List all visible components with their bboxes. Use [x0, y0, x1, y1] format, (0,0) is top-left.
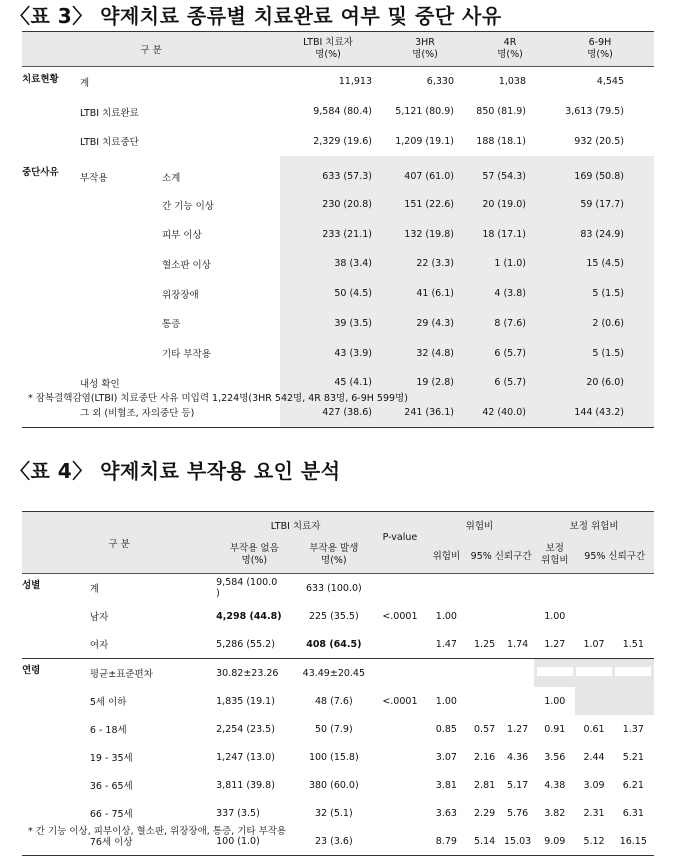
- value-rr: 3.81: [435, 779, 457, 791]
- group-label: [22, 687, 82, 715]
- value-rr: 1.00: [435, 610, 457, 622]
- value-rr: 1.47: [435, 638, 457, 650]
- value-hi: [501, 659, 534, 688]
- value-no-ae: 1,835 (19.1): [216, 695, 275, 707]
- row-label: 계: [89, 584, 100, 595]
- value-pvalue: [375, 799, 425, 827]
- value-cell: 39 (3.5): [280, 309, 376, 339]
- value-no-ae: 1,247 (13.0): [216, 751, 275, 763]
- value-ahi: 16.15: [613, 827, 654, 856]
- header-col: 6-9H 명(%): [546, 32, 654, 67]
- header-aci: 95% 신뢰구간: [575, 537, 654, 574]
- value-lo: 2.16: [474, 751, 496, 763]
- group-label: [22, 602, 82, 630]
- value-no-ae: 337 (3.5): [216, 807, 260, 819]
- value-cell: 9,584 (80.4): [313, 106, 372, 118]
- value-cell: 11,913: [338, 76, 372, 88]
- value-rr: [425, 574, 468, 603]
- value-cell: 29 (4.3): [376, 309, 474, 339]
- value-cell: 2,329 (19.6): [313, 135, 372, 147]
- value-rr: 3.07: [435, 751, 457, 763]
- value-ahi: [613, 602, 654, 630]
- value-cell: 5 (1.5): [546, 279, 654, 309]
- value-ahi: 5.21: [622, 751, 644, 763]
- row-label: 19 - 35세: [89, 753, 133, 764]
- value-rr: 3.63: [435, 807, 457, 819]
- table-row: [22, 97, 654, 127]
- row-label: 평균±표준편차: [82, 659, 216, 688]
- row-label: 36 - 65세: [89, 781, 133, 792]
- section-label: [22, 338, 80, 368]
- value-hi: 5.76: [507, 807, 529, 819]
- value-cell: 38 (3.4): [280, 249, 376, 279]
- value-cell: 233 (21.1): [280, 219, 376, 249]
- value-cell: 407 (61.0): [376, 156, 474, 190]
- row-sublabel: 소계: [162, 172, 181, 184]
- section-label: [22, 126, 80, 156]
- value-ae: 23 (3.6): [293, 827, 376, 856]
- section-label: 치료현황: [22, 74, 59, 85]
- value-hi: [501, 602, 534, 630]
- value-ahi: 1.51: [622, 638, 644, 650]
- value-pvalue: [375, 715, 425, 743]
- value-lo: 2.81: [474, 779, 496, 791]
- value-lo: 2.29: [474, 807, 496, 819]
- value-cell: 20 (19.0): [474, 190, 546, 220]
- table-row: [22, 771, 654, 799]
- value-cell: 427 (38.6): [280, 398, 376, 428]
- value-ahi: 1.37: [622, 723, 644, 735]
- row-label: LTBI 치료중단: [80, 137, 139, 149]
- value-cell: 4,545: [596, 76, 624, 88]
- value-ae: 225 (35.5): [308, 610, 359, 622]
- value-cell: 4 (3.8): [474, 279, 546, 309]
- header-arr-col: 보정 위험비: [534, 537, 575, 574]
- table-row: [22, 602, 654, 630]
- value-cell: 32 (4.8): [376, 338, 474, 368]
- value-cell: 18 (17.1): [474, 219, 546, 249]
- value-alo: [575, 602, 612, 630]
- value-alo: 3.09: [583, 779, 605, 791]
- header-col: LTBI 치료자 명(%): [280, 32, 376, 67]
- row-label: 계: [80, 77, 90, 89]
- value-cell: 5,121 (80.9): [395, 106, 454, 118]
- table3-title: 〈표 3〉 약제치료 종류별 치료완료 여부 및 중단 사유: [10, 4, 502, 28]
- value-hi: 1.74: [507, 638, 529, 650]
- header-category: 구 분: [22, 512, 216, 574]
- value-cell: 42 (40.0): [474, 398, 546, 428]
- table-row: [22, 309, 654, 339]
- blank-box: [615, 667, 651, 676]
- value-lo: [468, 574, 501, 603]
- value-ahi: [613, 574, 654, 603]
- value-no-ae: 4,298 (44.8): [216, 610, 282, 622]
- table-row: [22, 156, 654, 190]
- value-cell: 8 (7.6): [474, 309, 546, 339]
- value-cell: 59 (17.7): [546, 190, 654, 220]
- value-hi: 4.36: [507, 751, 529, 763]
- value-pvalue: <.0001: [382, 610, 418, 622]
- table-row: [22, 219, 654, 249]
- value-cell: 1 (1.0): [474, 249, 546, 279]
- value-cell: 3,613 (79.5): [565, 106, 624, 118]
- value-cell: 43 (3.9): [280, 338, 376, 368]
- header-pvalue: P-value: [375, 512, 425, 574]
- value-cell: 932 (20.5): [574, 135, 624, 147]
- value-cell: 45 (4.1): [280, 368, 376, 398]
- row-label: 6 - 18세: [89, 725, 127, 736]
- value-lo: [468, 687, 501, 715]
- value-cell: 132 (19.8): [376, 219, 474, 249]
- value-cell: 50 (4.5): [280, 279, 376, 309]
- value-lo: 0.57: [474, 723, 496, 735]
- value-cell: 169 (50.8): [546, 156, 654, 190]
- value-arr: 9.09: [534, 827, 575, 856]
- row-label: 66 - 75세: [89, 809, 133, 820]
- table4-footnote: * 간 기능 이상, 피부이상, 혈소판, 위장장애, 통증, 기타 부작용: [28, 826, 287, 837]
- value-ahi: 6.21: [622, 779, 644, 791]
- adverse-event-factor-table: [22, 511, 654, 856]
- value-alo: 5.12: [575, 827, 612, 856]
- value-alo: [575, 574, 612, 603]
- row-label: 76세 이상: [82, 827, 216, 856]
- value-arr: 1.00: [544, 695, 566, 707]
- value-cell: 6 (5.7): [474, 368, 546, 398]
- header-col: 4R 명(%): [474, 32, 546, 67]
- row-label: [80, 338, 162, 368]
- value-pvalue: [375, 630, 425, 659]
- value-alo: [575, 659, 612, 688]
- value-ae: 408 (64.5): [306, 638, 362, 650]
- table-row: [22, 574, 654, 603]
- value-ahi: [613, 659, 654, 688]
- value-lo: 5.14: [468, 827, 501, 856]
- table-header-row: [22, 512, 654, 538]
- value-no-ae: 100 (1.0): [216, 827, 292, 856]
- table-row: [22, 630, 654, 659]
- table4-title: 〈표 4〉 약제치료 부작용 요인 분석: [10, 459, 341, 483]
- value-cell: 1,038: [498, 76, 526, 88]
- value-hi: [501, 574, 534, 603]
- table-row: [22, 126, 654, 156]
- value-cell: 6,330: [426, 76, 454, 88]
- value-arr: [534, 659, 575, 688]
- value-ae: 48 (7.6): [315, 695, 353, 707]
- row-label: 내성 확인: [80, 378, 120, 390]
- value-no-ae: 2,254 (23.5): [216, 723, 275, 735]
- value-cell: 144 (43.2): [546, 398, 654, 428]
- header-risk-ratio: 위험비: [425, 512, 534, 538]
- table-row: [22, 715, 654, 743]
- group-label: [22, 630, 82, 659]
- row-sublabel: 간 기능 이상: [162, 200, 214, 212]
- row-label: [80, 279, 162, 309]
- row-label: [80, 309, 162, 339]
- group-label: 연령: [22, 659, 82, 688]
- header-adjusted-risk-ratio: 보정 위험비: [534, 512, 654, 538]
- value-alo: 2.44: [583, 751, 605, 763]
- value-cell: 850 (81.9): [476, 106, 526, 118]
- table-row: [22, 338, 654, 368]
- section-label: 중단사유: [22, 167, 59, 179]
- table-header-row: [22, 32, 654, 67]
- row-label: 여자: [89, 640, 109, 651]
- value-cell: 15 (4.5): [546, 249, 654, 279]
- blank-box: [537, 667, 573, 676]
- section-label: [22, 279, 80, 309]
- value-cell: 22 (3.3): [376, 249, 474, 279]
- value-hi: 1.27: [507, 723, 529, 735]
- header-ltbi: LTBI 치료자: [216, 512, 375, 538]
- value-ae: 32 (5.1): [315, 807, 353, 819]
- table-row: [22, 67, 654, 97]
- value-hi: [501, 687, 534, 715]
- row-label: 부작용: [80, 172, 108, 184]
- section-label: [22, 190, 80, 220]
- value-ae: 50 (7.9): [315, 723, 353, 735]
- value-pvalue: [375, 574, 425, 603]
- section-label: [22, 97, 80, 127]
- group-label: [22, 743, 82, 771]
- row-label: 5세 이하: [89, 697, 127, 708]
- row-label: 남자: [89, 612, 109, 623]
- value-cell: 57 (54.3): [474, 156, 546, 190]
- table-row: [22, 279, 654, 309]
- value-arr: 3.56: [544, 751, 566, 763]
- value-arr: 1.27: [544, 638, 566, 650]
- group-label: 성별: [22, 580, 41, 591]
- value-arr: [534, 574, 575, 603]
- table-row: [22, 249, 654, 279]
- group-label: [22, 771, 82, 799]
- value-pvalue: [375, 827, 425, 856]
- treatment-status-table: [22, 31, 654, 428]
- value-cell: 19 (2.8): [376, 368, 474, 398]
- value-cell: 6 (5.7): [474, 338, 546, 368]
- value-lo: [468, 659, 501, 688]
- header-ae: 부작용 발생 명(%): [293, 537, 376, 574]
- value-ahi: 6.31: [622, 807, 644, 819]
- value-alo: [575, 687, 612, 715]
- header-ci: 95% 신뢰구간: [468, 537, 534, 574]
- section-label: [22, 249, 80, 279]
- row-label: 그 외 (비협조, 자의중단 등): [80, 398, 280, 428]
- value-arr: 1.00: [544, 610, 566, 622]
- value-rr: 8.79: [425, 827, 468, 856]
- row-sublabel: 기타 부작용: [162, 349, 211, 361]
- value-cell: 230 (20.8): [280, 190, 376, 220]
- table-row: [22, 743, 654, 771]
- value-cell: 633 (57.3): [280, 156, 376, 190]
- value-rr: [425, 659, 468, 688]
- value-ae: 43.49±20.45: [293, 659, 376, 688]
- blank-box: [576, 667, 612, 676]
- table-row: [22, 659, 654, 688]
- value-arr: 4.38: [544, 779, 566, 791]
- value-pvalue: [375, 771, 425, 799]
- value-rr: 0.85: [435, 723, 457, 735]
- value-pvalue: [375, 743, 425, 771]
- row-label: [80, 219, 162, 249]
- value-cell: 83 (24.9): [546, 219, 654, 249]
- value-cell: 2 (0.6): [546, 309, 654, 339]
- section-label: [22, 309, 80, 339]
- value-cell: 241 (36.1): [376, 398, 474, 428]
- value-ahi: [613, 687, 654, 715]
- table-row: [22, 190, 654, 220]
- section-label: [22, 219, 80, 249]
- value-ae: 100 (15.8): [308, 751, 359, 763]
- value-cell: 41 (6.1): [376, 279, 474, 309]
- value-no-ae: 30.82±23.26: [216, 659, 292, 688]
- row-sublabel: 위장장애: [162, 289, 199, 301]
- row-label: LTBI 치료완료: [80, 107, 139, 119]
- value-alo: 2.31: [583, 807, 605, 819]
- value-rr: 1.00: [435, 695, 457, 707]
- row-sublabel: 통증: [162, 319, 181, 331]
- value-cell: 188 (18.1): [476, 135, 526, 147]
- value-ae: 633 (100.0): [305, 582, 362, 594]
- value-arr: 0.91: [544, 723, 566, 735]
- row-label: [80, 249, 162, 279]
- value-alo: 0.61: [583, 723, 605, 735]
- value-cell: 5 (1.5): [546, 338, 654, 368]
- header-col: 3HR 명(%): [376, 32, 474, 67]
- value-no-ae: 5,286 (55.2): [216, 638, 275, 650]
- value-lo: [468, 602, 501, 630]
- value-no-ae: 9,584 (100.0 ): [216, 577, 278, 599]
- row-sublabel: 혈소판 이상: [162, 259, 211, 271]
- table-row: [22, 687, 654, 715]
- value-alo: 1.07: [583, 638, 605, 650]
- table3-footnote: * 잠복결핵감염(LTBI) 치료중단 사유 미입력 1,224명(3HR 542명, 4R 83명, 6-9H 599명): [28, 393, 408, 404]
- value-hi: 15.03: [501, 827, 534, 856]
- header-category: 구 분: [22, 32, 280, 67]
- value-ae: 380 (60.0): [308, 779, 359, 791]
- header-rr-col: 위험비: [425, 537, 468, 574]
- row-sublabel: 피부 이상: [162, 230, 202, 242]
- value-pvalue: <.0001: [382, 695, 418, 707]
- value-arr: 3.82: [544, 807, 566, 819]
- value-no-ae: 3,811 (39.8): [216, 779, 275, 791]
- value-cell: 151 (22.6): [376, 190, 474, 220]
- header-no-ae: 부작용 없음 명(%): [216, 537, 292, 574]
- value-hi: 5.17: [507, 779, 529, 791]
- value-cell: 20 (6.0): [546, 368, 654, 398]
- value-pvalue: [375, 659, 425, 688]
- group-label: [22, 715, 82, 743]
- row-label: [80, 190, 162, 220]
- value-lo: 1.25: [474, 638, 496, 650]
- value-cell: 1,209 (19.1): [395, 135, 454, 147]
